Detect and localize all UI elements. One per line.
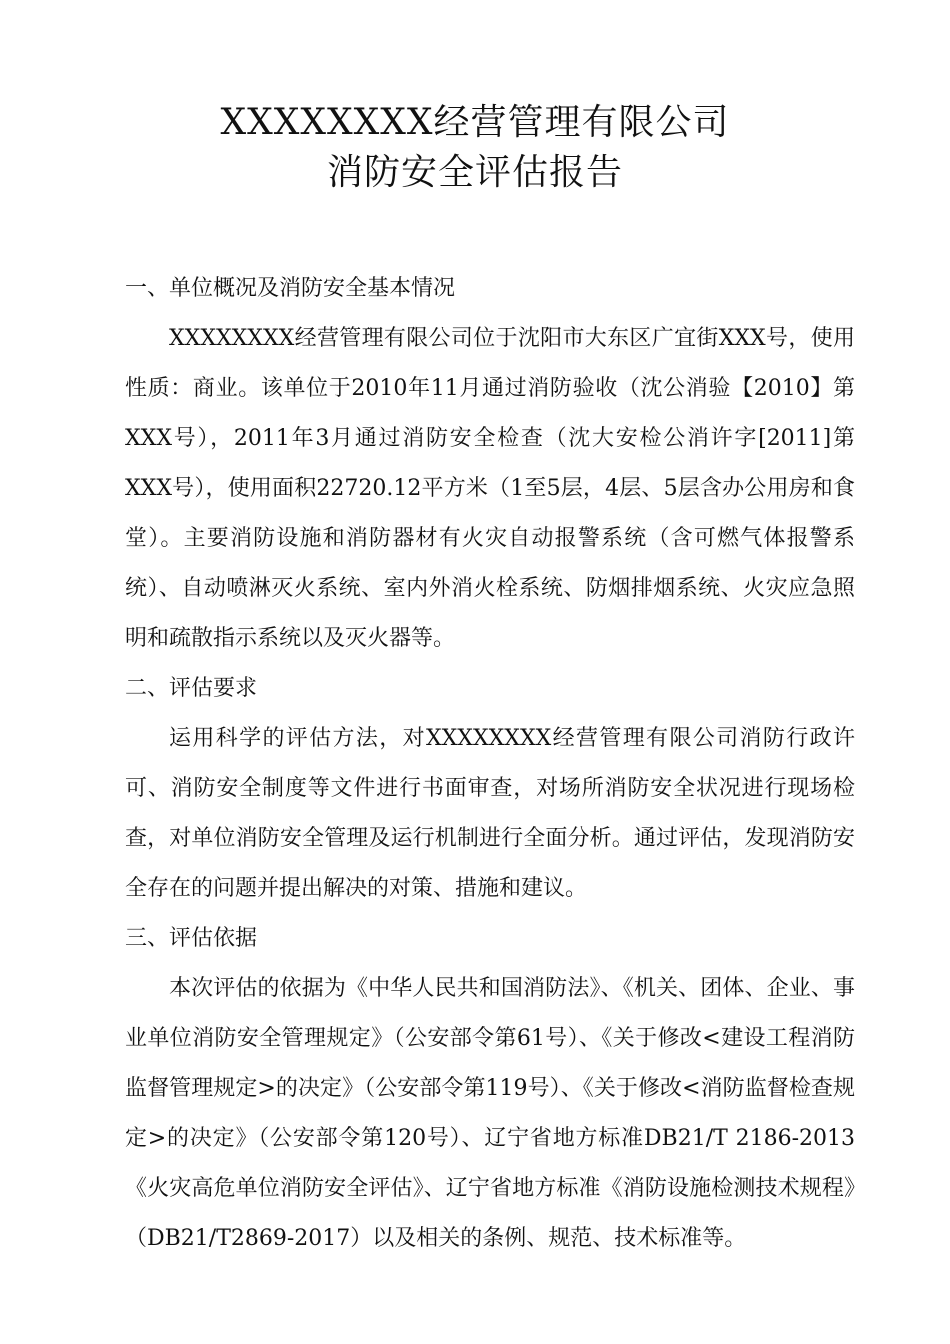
section-paragraph-overview: XXXXXXXX经营管理有限公司位于沈阳市大东区广宜街XXX号，使用性质：商业。该单位于2010年11月通过消防验收（沈公消验【2010】第XXX号），2011年3月通过消防安全检查（沈大安检公消许字[2011]第XXX号），使用面积22720.12平方米（1至5层，4层、5层含办公用房和食堂）。主要消防设施和消防器材有火灾自动报警系统（含可燃气体报警系统）、自动喷淋灭火系统、室内外消火栓系统、防烟排烟系统、火灾应急照明和疏散指示系统以及灭火器等。	[125, 326, 855, 651]
section-paragraph-requirements: 运用科学的评估方法，对XXXXXXXX经营管理有限公司消防行政许可、消防安全制度等文件进行书面审查，对场所消防安全状况进行现场检查，对单位消防安全管理及运行机制进行全面分析。通过评估，发现消防安全存在的问题并提出解决的对策、措施和建议。	[125, 726, 855, 901]
section-heading-basis: 三、评估依据	[125, 926, 258, 951]
document-body	[125, 264, 855, 1264]
section-heading-overview: 一、单位概况及消防安全基本情况	[125, 276, 456, 301]
document-title	[0, 98, 950, 198]
section-paragraph-basis: 本次评估的依据为《中华人民共和国消防法》、《机关、团体、企业、事业单位消防安全管理规定》（公安部令第61号）、《关于修改<建设工程消防监督管理规定>的决定》（公安部令第119号）、《关于修改<消防监督检查规定>的决定》（公安部令第120号）、辽宁省地方标准DB21/T 2186-2013 《火灾高危单位消防安全评估》、辽宁省地方标准《消防设施检测技术规程》（DB21/T2869-2017）以及相关的条例、规范、技术标准等。	[125, 976, 855, 1251]
report-title: 消防安全评估报告	[326, 152, 623, 193]
section-heading-requirements: 二、评估要求	[125, 676, 258, 701]
company-title: XXXXXXXX经营管理有限公司	[220, 102, 730, 143]
